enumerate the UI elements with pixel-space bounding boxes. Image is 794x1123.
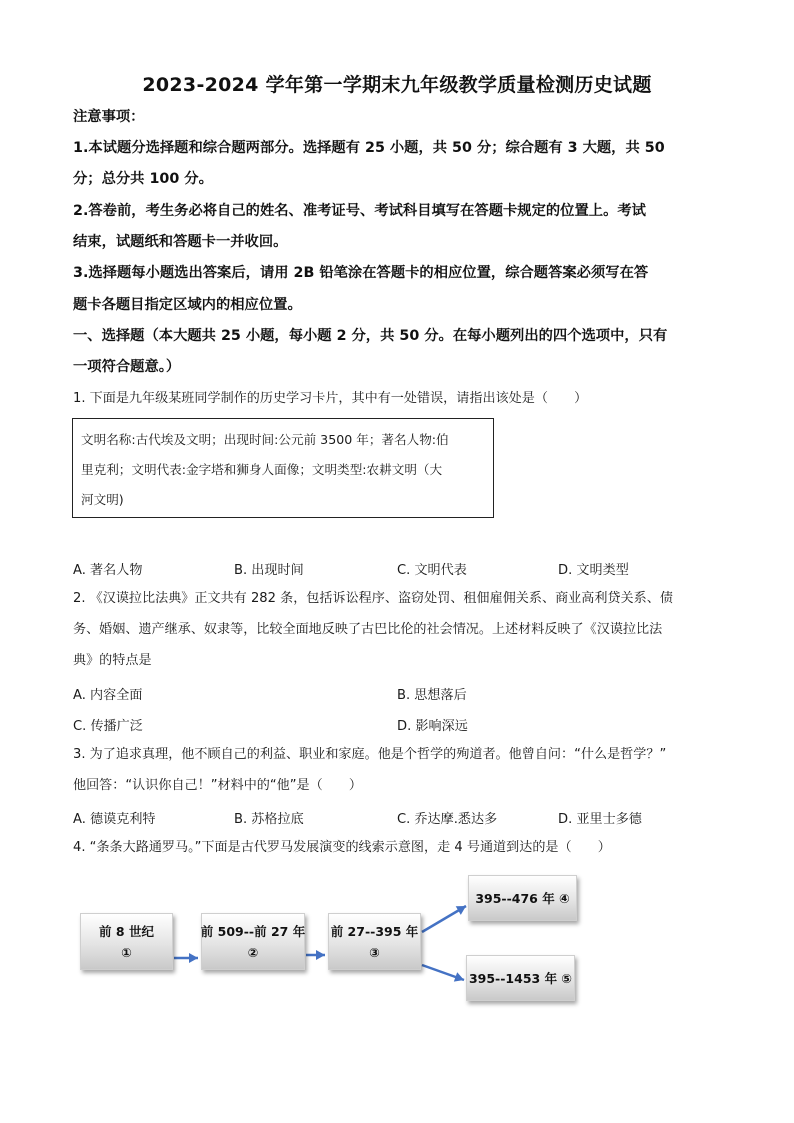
page-title: 2023-2024 学年第一学期末九年级教学质量检测历史试题 (142, 74, 652, 96)
q1-option-d: D. 文明类型 (558, 563, 629, 578)
notice-line: 题卡各题目指定区域内的相应位置。 (73, 297, 302, 313)
card-line: 河文明) (81, 492, 124, 507)
card-line: 文明名称:古代埃及文明；出现时间:公元前 3500 年；著名人物:伯 (81, 432, 449, 447)
notice-line: 1.本试题分选择题和综合题两部分。选择题有 25 小题，共 50 分；综合题有 3 大题，共 50 (73, 140, 665, 156)
node-number: ② (247, 944, 259, 960)
q1-option-c: C. 文明代表 (397, 563, 467, 578)
arrow-1-to-2-head (189, 953, 198, 963)
question-3-stem: 他回答：“认识你自己！”材料中的“他”是（ ） (73, 778, 363, 793)
q3-option-c: C. 乔达摩.悉达多 (397, 812, 498, 827)
q2-option-c: C. 传播广泛 (73, 719, 143, 734)
q3-option-b: B. 苏格拉底 (234, 812, 304, 827)
node-label: 395--1453 年 ⑤ (468, 970, 573, 986)
question-2-stem: 务、婚姻、遗产继承、奴隶等，比较全面地反映了古巴比伦的社会情况。上述材料反映了《汉谟拉比法 (73, 622, 663, 637)
card-line: 里克利；文明代表:金字塔和狮身人面像；文明类型:农耕文明（大 (81, 462, 443, 477)
q2-option-b: B. 思想落后 (397, 688, 467, 703)
notice-line: 3.选择题每小题选出答案后，请用 2B 铅笔涂在答题卡的相应位置，综合题答案必须写在答 (73, 265, 649, 281)
notice-heading: 注意事项： (73, 109, 145, 125)
question-1-stem: 1. 下面是九年级某班同学制作的历史学习卡片，其中有一处错误，请指出该处是（ ） (73, 391, 588, 406)
node-label: 395--476 年 ④ (475, 890, 570, 906)
node-number: ① (121, 944, 132, 960)
node-label: 前 8 世纪 (99, 923, 154, 939)
q3-option-d: D. 亚里士多德 (558, 812, 642, 827)
q3-option-a: A. 德谟克利特 (73, 812, 156, 827)
question-4-stem: 4. “条条大路通罗马。”下面是古代罗马发展演变的线索示意图，走 4 号通道到达的是（ ） (73, 840, 611, 855)
notice-line: 2.答卷前，考生务必将自己的姓名、准考证号、考试科目填写在答题卡规定的位置上。考试 (73, 203, 646, 219)
q1-option-a: A. 著名人物 (73, 563, 143, 578)
q1-option-b: B. 出现时间 (234, 563, 304, 578)
timeline-node-3 (328, 913, 421, 970)
question-2-stem: 典》的特点是 (73, 653, 152, 668)
question-2-stem: 2. 《汉谟拉比法典》正文共有 282 条，包括诉讼程序、盗窃处罚、租佃雇佣关系、商业高利贷关系、债 (73, 591, 673, 606)
q2-option-d: D. 影响深远 (397, 719, 468, 734)
section-heading: 一项符合题意。） (73, 359, 181, 375)
question-3-stem: 3. 为了追求真理，他不顾自己的利益、职业和家庭。他是个哲学的殉道者。他曾自问：“什么是哲学？” (73, 747, 667, 762)
q2-option-a: A. 内容全面 (73, 688, 143, 703)
section-heading: 一、选择题（本大题共 25 小题，每小题 2 分，共 50 分。在每小题列出的四个选项中，只有 (73, 328, 668, 344)
timeline-node-5 (466, 955, 575, 1001)
node-label: 前 27--395 年 (330, 923, 419, 939)
timeline-node-4 (468, 875, 577, 921)
notice-line: 结束，试题纸和答题卡一并收回。 (73, 234, 288, 250)
arrow-2-to-3-head (316, 950, 325, 960)
notice-line: 分；总分共 100 分。 (73, 171, 213, 187)
node-label: 前 509--前 27 年 (200, 923, 306, 939)
timeline-node-1 (80, 913, 173, 970)
timeline-node-2 (201, 913, 305, 970)
node-number: ③ (369, 944, 380, 960)
